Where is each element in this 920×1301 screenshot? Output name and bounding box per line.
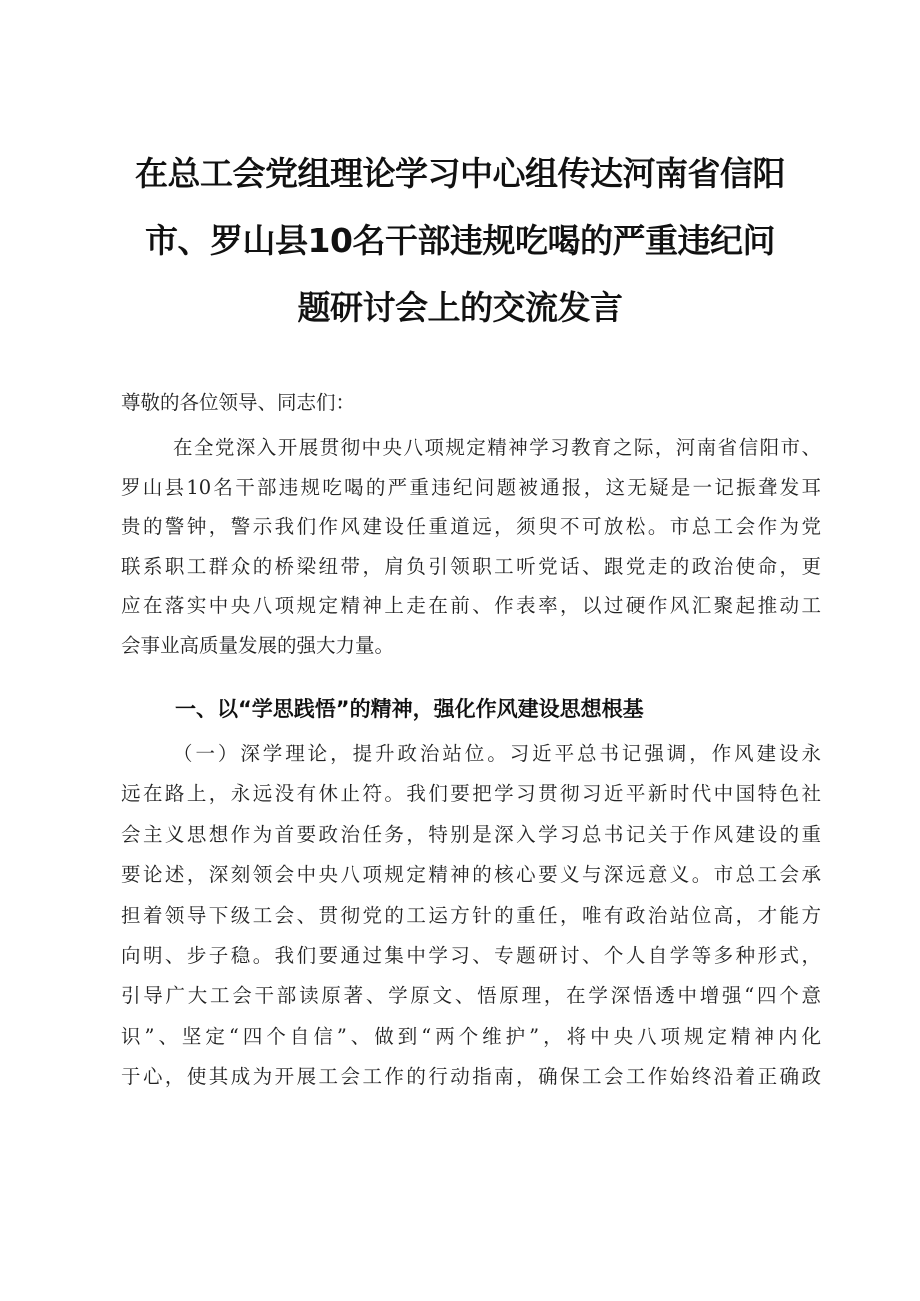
subsection-line: 会主义思想作为首要政治任务，特别是深入学习总书记关于作风建设的重 [121,822,821,846]
title-line-1: 在总工会党组理论学习中心组传达河南省信阳 [135,154,785,193]
intro-line: 罗山县10名干部违规吃喝的严重违纪问题被通报，这无疑是一记振聋发耳 [121,475,821,499]
subsection-line: 于心，使其成为开展工会工作的行动指南，确保工会工作始终沿着正确政 [121,1065,821,1089]
intro-line: 会事业高质量发展的强大力量。 [121,633,395,657]
subsection-line: 要论述，深刻领会中央八项规定精神的核心要义与深远意义。市总工会承 [121,863,821,887]
document-title [100,140,820,341]
subsection-line: 识”、坚定“四个自信”、做到“两个维护”，将中央八项规定精神内化 [121,1024,821,1048]
title-line-3: 题研讨会上的交流发言 [297,288,623,327]
title-line-2: 市、罗山县10名干部违规吃喝的严重违纪问 [145,221,775,260]
subsection-line: 向明、步子稳。我们要通过集中学习、专题研讨、个人自学等多种形式， [121,944,821,968]
subsection-paragraph [121,734,821,1098]
intro-line: 应在落实中央八项规定精神上走在前、作表率，以过硬作风汇聚起推动工 [121,594,821,618]
intro-paragraph [121,428,821,666]
subsection-line: 引导广大工会干部读原著、学原文、悟原理，在学深悟透中增强“四个意 [121,984,821,1008]
intro-line: 贵的警钟，警示我们作风建设任重道远，须臾不可放松。市总工会作为党 [121,515,821,539]
section-heading: 一、以“学思践悟”的精神，强化作风建设思想根基 [175,697,644,721]
intro-line: 联系职工群众的桥梁纽带，肩负引领职工听党话、跟党走的政治使命，更 [121,554,821,578]
salutation: 尊敬的各位领导、同志们： [121,391,356,414]
subsection-line: 担着领导下级工会、贯彻党的工运方针的重任，唯有政治站位高，才能方 [121,903,821,927]
subsection-line: （一）深学理论，提升政治站位。习近平总书记强调，作风建设永 [173,742,821,765]
intro-line: 在全党深入开展贯彻中央八项规定精神学习教育之际，河南省信阳市、 [173,436,821,459]
subsection-line: 远在路上，永远没有休止符。我们要把学习贯彻习近平新时代中国特色社 [121,782,821,806]
